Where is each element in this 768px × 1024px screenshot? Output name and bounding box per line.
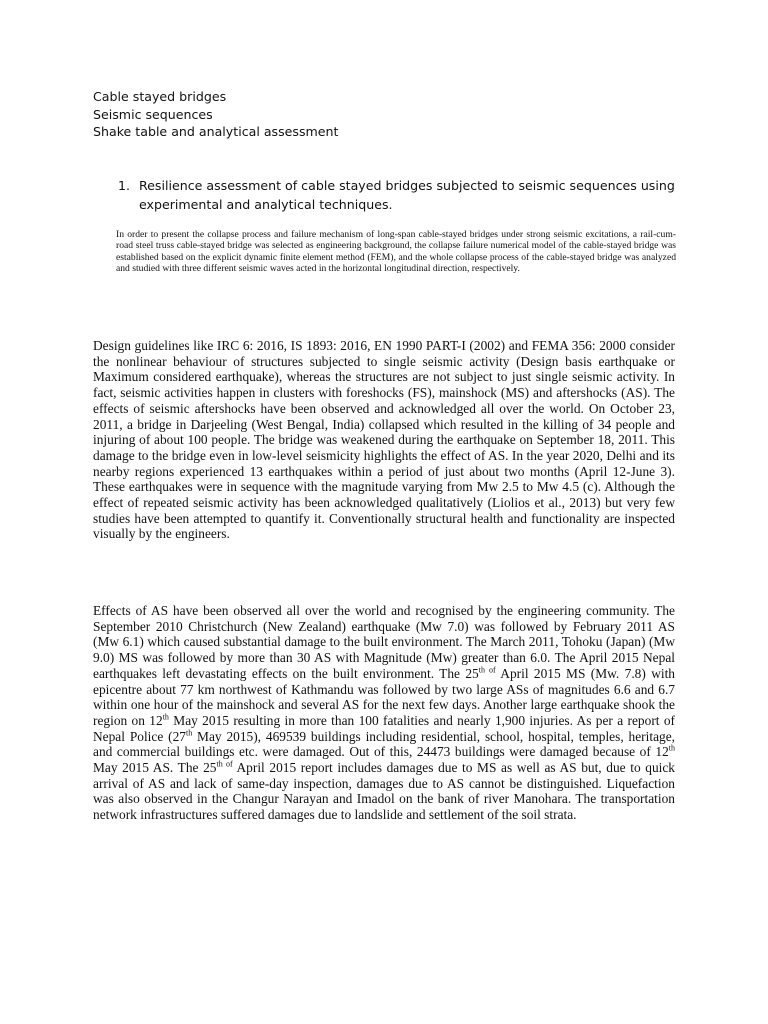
heading-title: Resilience assessment of cable stayed bridges subjected to seismic sequences using experimental and analytical techniques.	[139, 178, 675, 212]
superscript: th of	[216, 759, 233, 769]
superscript: th of	[478, 665, 496, 675]
body-paragraph-1: Design guidelines like IRC 6: 2016, IS 1893: 2016, EN 1990 PART-I (2002) and FEMA 356: 2000 consider the nonlinear behaviour of structures subjected to single seismic activity (Design basis earthquake or Maximum considered earthquake), whereas the structures are not subject to just single seismic activity. In fact, seismic activities happen in clusters with foreshocks (FS), mainshock (MS) and aftershocks (AS). The effects of seismic aftershocks have been observed and acknowledged all over the world. On October 23, 2011, a bridge in Darjeeling (West Bengal, India) collapsed which resulted in the killing of 34 people and injuring of about 100 people. The bridge was weakened during the earthquake on September 18, 2011. This damage to the bridge even in low-level seismicity highlights the effect of AS. In the year 2020, Delhi and its nearby regions experienced 13 earthquakes within a period of just about two months (April 12-June 3). These earthquakes were in sequence with the magnitude varying from Mw 2.5 to Mw 4.5 (c). Although the effect of repeated seismic activity has been acknowledged qualitatively (Liolios et al., 2013) but very few studies have been attempted to quantify it. Conventionally structural health and functionality are inspected visually by the engineers.	[93, 338, 675, 542]
superscript: th	[185, 728, 193, 738]
abstract-paragraph: In order to present the collapse process and failure mechanism of long-span cable-stayed bridges under strong seismic excitations, a rail-cum-road steel truss cable-stayed bridge was selected as engineering background, the collapse failure numerical model of the cable-stayed bridge was established based on the explicit dynamic finite element method (FEM), and the whole collapse process of the cable-stayed bridge was analyzed and studied with three different seismic waves acted in the horizontal longitudinal direction, respectively.	[116, 229, 676, 275]
body-paragraph-2	[93, 603, 675, 823]
paragraph-text: May 2015), 469539 buildings including residential, school, hospital, temples, heritage, and commercial buildings etc. were damaged. Out of this, 24473 buildings were damaged because of 12	[93, 728, 675, 760]
topic-item: Cable stayed bridges	[93, 89, 227, 104]
paragraph-text: May 2015 AS. The 25	[93, 760, 217, 776]
paragraph-text: Effects of AS have been observed all over the world and recognised by the engineering community. The September 2010 Christchurch (New Zealand) earthquake (Mw 7.0) was followed by February 2011 AS (Mw 6.1) which caused substantial damage to the built environment. The March 2011, Tohoku (Japan) (Mw 9.0) MS was followed by more than 30 AS with Magnitude (Mw) greater than 6.0. The April 2015 Nepal earthquakes left devastating effects on the built environment. The 25	[93, 603, 675, 681]
paragraph-text: April 2015 report includes damages due to MS as well as AS but, due to quick arrival of AS and lack of same-day inspection, damages due to AS cannot be distinguished. Liquefaction was also observed in the Changur Narayan and Imadol on the bank of river Manohara. The transportation network infrastructures suffered damages due to landslide and settlement of the soil strata.	[93, 760, 675, 823]
topic-list	[93, 88, 338, 141]
topic-item: Shake table and analytical assessment	[93, 124, 339, 139]
section-heading	[118, 177, 678, 214]
heading-number: 1.	[118, 178, 131, 193]
superscript: th	[668, 743, 675, 753]
topic-item: Seismic sequences	[93, 106, 213, 122]
paragraph-text: May 2015 resulting in more than 100 fatalities and nearly 1,900 injuries. As per a report of Nepal Police (27	[93, 712, 676, 744]
superscript: th	[162, 712, 169, 722]
paragraph-text: April 2015 MS (Mw. 7.8) with epicentre about 77 km northwest of Kathmandu was followed by two large ASs of magnitudes 6.6 and 6.7 within one hour of the mainshock and several AS for the next few days. Another large earthquake shook the region on 12	[93, 665, 675, 728]
